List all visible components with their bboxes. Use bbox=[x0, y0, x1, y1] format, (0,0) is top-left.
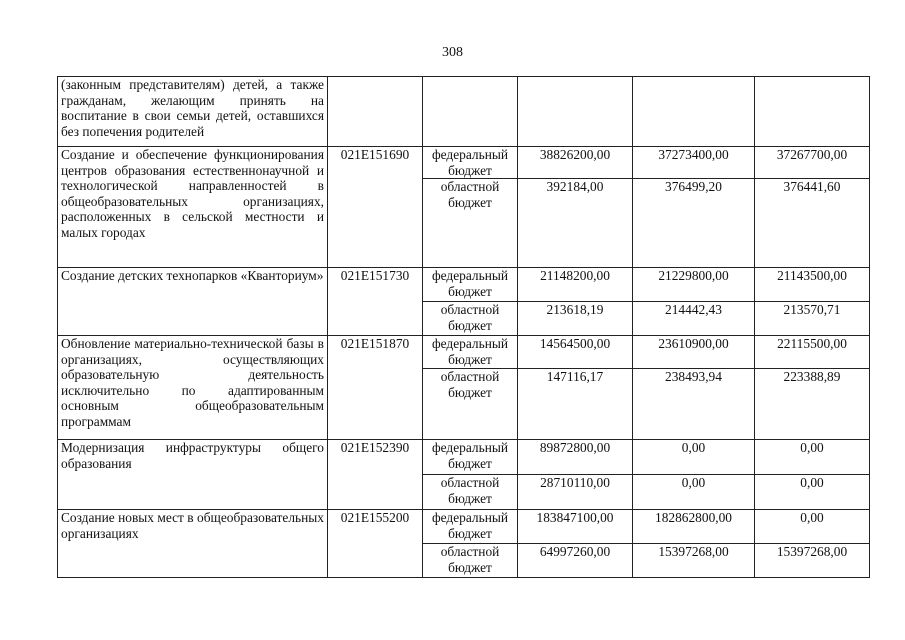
row-source: федеральный бюджет bbox=[423, 510, 518, 544]
row-value-1: 64997260,00 bbox=[518, 544, 633, 578]
row-value-1: 392184,00 bbox=[518, 179, 633, 268]
row-source: областной бюджет bbox=[423, 302, 518, 336]
row-value-1: 183847100,00 bbox=[518, 510, 633, 544]
row-source: федеральный бюджет bbox=[423, 440, 518, 475]
row-value-3: 22115500,00 bbox=[755, 336, 870, 369]
row-value-1: 21148200,00 bbox=[518, 268, 633, 302]
table-row bbox=[58, 147, 870, 179]
row-name: Обновление материально-технической базы в организациях, осуществляющих образовательную деятельность исключительно по адаптированным основным общеобразовательным программам bbox=[58, 336, 328, 440]
budget-table-body bbox=[58, 77, 870, 578]
row-source: областной бюджет bbox=[423, 369, 518, 440]
row-source: федеральный бюджет bbox=[423, 147, 518, 179]
row-name: Модернизация инфраструктуры общего образования bbox=[58, 440, 328, 510]
row-value-2: 0,00 bbox=[633, 475, 755, 510]
row-value-2: 37273400,00 bbox=[633, 147, 755, 179]
row-source: федеральный бюджет bbox=[423, 268, 518, 302]
table-row bbox=[58, 440, 870, 475]
table-row bbox=[58, 510, 870, 544]
row-source: областной бюджет bbox=[423, 544, 518, 578]
row-value-1: 213618,19 bbox=[518, 302, 633, 336]
page-number: 308 bbox=[442, 45, 463, 60]
row-value-2: 238493,94 bbox=[633, 369, 755, 440]
row-value-2 bbox=[633, 77, 755, 147]
row-code bbox=[328, 77, 423, 147]
row-value-3: 0,00 bbox=[755, 475, 870, 510]
row-value-3: 223388,89 bbox=[755, 369, 870, 440]
row-code: 021E151690 bbox=[328, 147, 423, 268]
row-value-2: 15397268,00 bbox=[633, 544, 755, 578]
row-value-1: 147116,17 bbox=[518, 369, 633, 440]
row-source: федеральный бюджет bbox=[423, 336, 518, 369]
row-source bbox=[423, 77, 518, 147]
row-code: 021E155200 bbox=[328, 510, 423, 578]
row-value-1: 89872800,00 bbox=[518, 440, 633, 475]
row-name: Создание детских технопарков «Кванториум» bbox=[58, 268, 328, 336]
budget-table bbox=[57, 76, 870, 578]
row-value-3 bbox=[755, 77, 870, 147]
row-value-2: 0,00 bbox=[633, 440, 755, 475]
row-value-3: 21143500,00 bbox=[755, 268, 870, 302]
row-value-2: 23610900,00 bbox=[633, 336, 755, 369]
row-value-1: 38826200,00 bbox=[518, 147, 633, 179]
row-value-2: 376499,20 bbox=[633, 179, 755, 268]
row-value-3: 37267700,00 bbox=[755, 147, 870, 179]
row-code: 021E151870 bbox=[328, 336, 423, 440]
row-name: (законным представителям) детей, а также гражданам, желающим принять на воспитание в свои семьи детей, оставшихся без попечения родителей bbox=[58, 77, 328, 147]
row-value-3: 213570,71 bbox=[755, 302, 870, 336]
row-value-3: 0,00 bbox=[755, 440, 870, 475]
row-value-2: 214442,43 bbox=[633, 302, 755, 336]
table-row bbox=[58, 77, 870, 147]
row-value-2: 21229800,00 bbox=[633, 268, 755, 302]
table-row bbox=[58, 336, 870, 369]
row-value-2: 182862800,00 bbox=[633, 510, 755, 544]
row-source: областной бюджет bbox=[423, 179, 518, 268]
row-name: Создание и обеспечение функционирования центров образования естественнонаучной и технологической направленностей в общеобразовательных организациях, расположенных в сельской местности и малых городах bbox=[58, 147, 328, 268]
row-value-3: 15397268,00 bbox=[755, 544, 870, 578]
row-value-1 bbox=[518, 77, 633, 147]
row-value-1: 28710110,00 bbox=[518, 475, 633, 510]
row-name: Создание новых мест в общеобразовательных организациях bbox=[58, 510, 328, 578]
row-value-3: 376441,60 bbox=[755, 179, 870, 268]
row-value-1: 14564500,00 bbox=[518, 336, 633, 369]
row-value-3: 0,00 bbox=[755, 510, 870, 544]
row-source: областной бюджет bbox=[423, 475, 518, 510]
row-code: 021E152390 bbox=[328, 440, 423, 510]
table-row bbox=[58, 268, 870, 302]
row-code: 021E151730 bbox=[328, 268, 423, 336]
